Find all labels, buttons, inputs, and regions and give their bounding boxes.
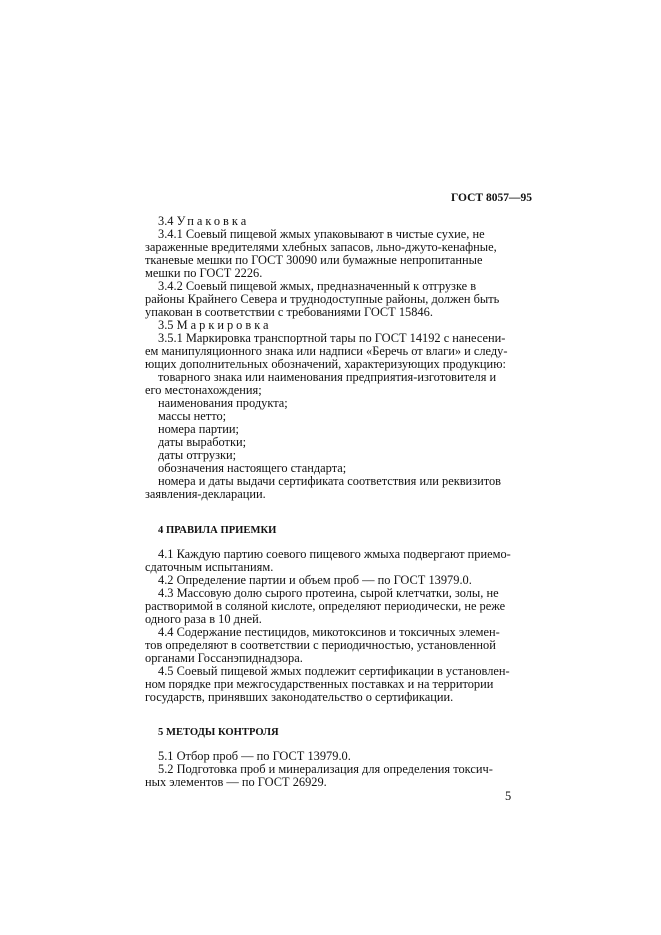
para-5-2-line-2: ных элементов — по ГОСТ 26929. [145,775,327,789]
para-3-5-1-line-1: 3.5.1 Маркировка транспортной тары по ГОСТ 14192 с нанесени- [158,331,506,345]
para-4-1-line-1: 4.1 Каждую партию соевого пищевого жмыха подвергают приемо- [158,547,511,561]
para-3-4-1-line-1: 3.4.1 Соевый пищевой жмых упаковывают в чистые сухие, не [158,227,485,241]
marking-item-6: даты отгрузки; [158,448,237,462]
para-4-3-line-1: 4.3 Массовую долю сырого протеина, сырой клетчатки, золы, не [158,586,499,600]
para-3-4-2-line-2: районы Крайнего Севера и труднодоступные районы, должен быть [145,292,500,306]
section-4-heading: 4 ПРАВИЛА ПРИЕМКИ [158,525,277,536]
para-4-3-line-2: растворимой в соляной кислоте, определяют периодически, не реже [145,599,506,613]
para-3-4-2-line-3: упакован в соответствии с требованиями ГОСТ 15846. [145,305,433,319]
para-4-4-line-1: 4.4 Содержание пестицидов, микотоксинов и токсичных элемен- [158,625,500,639]
marking-item-1-line-2: его местонахождения; [145,383,262,397]
para-4-2: 4.2 Определение партии и объем проб — по ГОСТ 13979.0. [158,573,472,587]
standard-code-header: ГОСТ 8057—95 [451,192,532,204]
marking-item-8-line-2: заявления-декларации. [145,487,266,501]
para-4-5-line-2: ном порядке при межгосударственных поставках и на территории [145,677,494,691]
marking-item-1-line-1: товарного знака или наименования предприятия-изготовителя и [158,370,497,384]
marking-item-8-line-1: номера и даты выдачи сертификата соответствия или реквизитов [158,474,502,488]
para-4-5-line-1: 4.5 Соевый пищевой жмых подлежит сертификации в установлен- [158,664,510,678]
para-4-1-line-2: сдаточным испытаниям. [145,560,274,574]
section-3-4-number: 3.4 [158,214,174,228]
para-3-5-1-line-2: ем манипуляционного знака или надписи «Беречь от влаги» и следу- [145,344,508,358]
marking-item-7: обозначения настоящего стандарта; [158,461,347,475]
section-3-5-number: 3.5 [158,318,174,332]
para-4-4-line-3: органами Госсанэпиднадзора. [145,651,303,665]
para-3-4-1-line-4: мешки по ГОСТ 2226. [145,266,263,280]
para-3-4-1-line-2: зараженные вредителями хлебных запасов, льно-джуто-кенафные, [145,240,497,254]
marking-item-4: номера партии; [158,422,240,436]
page-number: 5 [505,789,512,803]
marking-item-3: массы нетто; [158,409,227,423]
para-3-4-2-line-1: 3.4.2 Соевый пищевой жмых, предназначенный к отгрузке в [158,279,477,293]
marking-item-2: наименования продукта; [158,396,288,410]
section-3-5-label: Маркировка [176,318,272,332]
para-4-5-line-3: государств, принявших законодательство о сертификации. [145,690,454,704]
section-5-heading: 5 МЕТОДЫ КОНТРОЛЯ [158,727,279,738]
section-3-4-label: Упаковка [176,214,250,228]
para-4-4-line-2: тов определяют в соответствии с периодичностью, установленной [145,638,496,652]
para-3-5-1-line-3: ющих дополнительных обозначений, характеризующих продукцию: [145,357,506,371]
para-3-4-1-line-3: тканевые мешки по ГОСТ 30090 или бумажные непропитанные [145,253,483,267]
para-5-2-line-1: 5.2 Подготовка проб и минерализация для определения токсич- [158,762,493,776]
para-5-1: 5.1 Отбор проб — по ГОСТ 13979.0. [158,749,351,763]
para-4-3-line-3: одного раза в 10 дней. [145,612,262,626]
marking-item-5: даты выработки; [158,435,247,449]
